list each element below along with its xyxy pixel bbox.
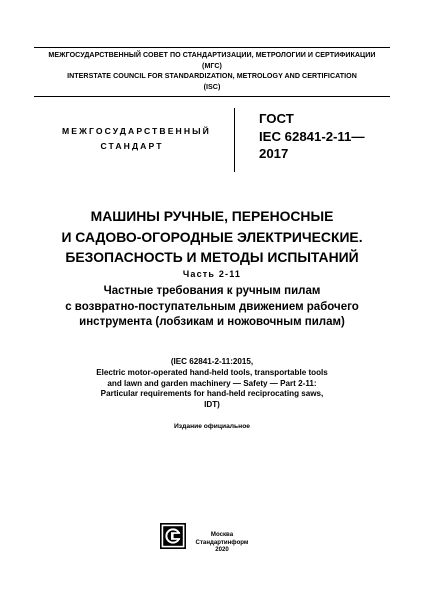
standard-type-line-1: МЕЖГОСУДАРСТВЕННЫЙ [62,126,211,136]
designation-line-1: ГОСТ [259,111,294,126]
iec-reference [80,357,344,411]
iec-line-4: Particular requirements for hand-held reciprocating saws, [100,389,324,399]
iec-line-3: and lawn and garden machinery — Safety — Part 2-11: [107,378,317,388]
header-bottom-rule [34,96,390,97]
subtitle-line-3: инструмента (лобзикам и ножовочным пилам) [79,316,345,328]
designation-line-3: 2017 [259,146,289,161]
iec-line-1: (IEC 62841-2-11:2015, [170,357,254,366]
publisher-year: 2020 [215,546,229,554]
document-title [20,206,404,268]
standard-type [62,124,211,153]
standartinform-logo-icon [160,523,186,549]
council-name-english [34,71,390,92]
council-name-russian [34,50,390,71]
top-rule [34,47,390,48]
council-ru-line: МЕЖГОСУДАРСТВЕННЫЙ СОВЕТ ПО СТАНДАРТИЗАЦИИ, МЕТРОЛОГИИ И СЕРТИФИКАЦИИ [48,51,376,59]
council-en-abbr: (ISC) [203,82,221,91]
edition-note: Издание официальное [173,423,250,430]
publisher-info [194,531,250,554]
designation-line-2: IEC 62841-2-11— [259,128,365,144]
vertical-divider [234,108,235,172]
title-line-2: И САДОВО-ОГОРОДНЫЕ ЭЛЕКТРИЧЕСКИЕ. [61,228,363,245]
document-subtitle [20,284,404,331]
title-line-1: МАШИНЫ РУЧНЫЕ, ПЕРЕНОСНЫЕ [90,208,334,224]
council-en-line: INTERSTATE COUNCIL FOR STANDARDIZATION, METROLOGY AND CERTIFICATION [67,72,357,80]
subtitle-line-1: Частные требования к ручным пилам [103,285,321,297]
iec-line-2: Electric motor-operated hand-held tools, transportable tools [96,367,328,377]
publisher-name: Стандартинформ [195,538,249,546]
part-label: Часть 2-11 [182,269,242,279]
standard-designation [259,110,399,163]
iec-line-5: IDT) [204,400,220,410]
council-ru-abbr: (МГС) [202,61,222,70]
title-line-3: БЕЗОПАСНОСТЬ И МЕТОДЫ ИСПЫТАНИЙ [65,249,359,265]
publisher-city: Москва [210,531,234,538]
subtitle-line-2: с возвратно-поступательным движением рабочего [65,300,359,313]
standard-type-line-2: СТАНДАРТ [100,140,164,151]
